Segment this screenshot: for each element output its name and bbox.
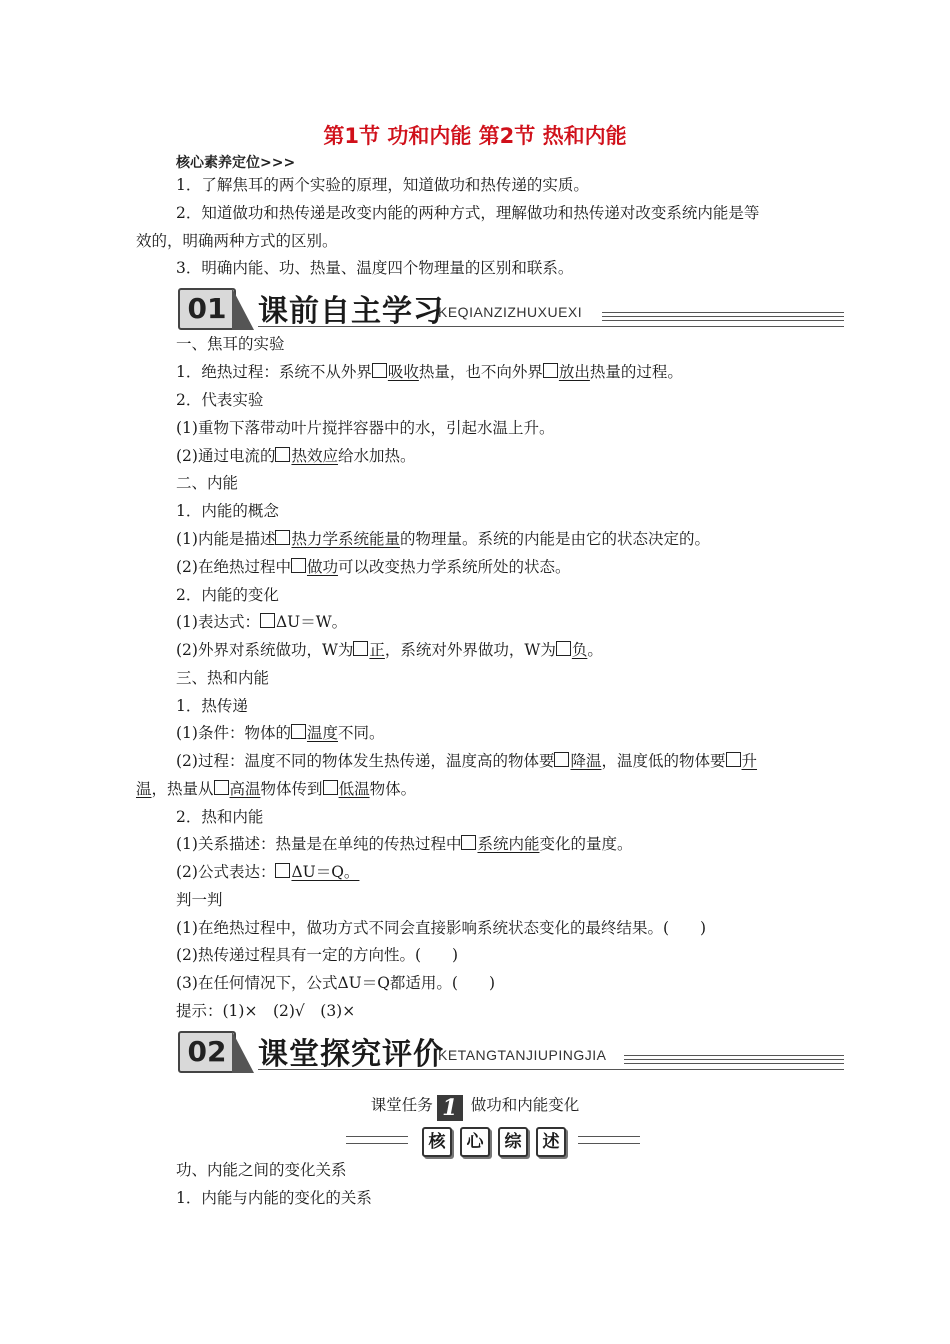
text-line: (2)过程：温度不同的物体发生热传递，温度高的物体要 降温，温度低的物体要 升 bbox=[176, 752, 758, 770]
review-char: 核 bbox=[422, 1127, 452, 1157]
section-banner-02 bbox=[176, 1029, 844, 1075]
review-header bbox=[346, 1127, 642, 1155]
section-title: 课堂探究评价 bbox=[258, 1037, 444, 1072]
text-line: 2．内能的变化 bbox=[176, 586, 279, 604]
banner-rule bbox=[624, 1063, 844, 1064]
formula-heat: ΔU＝Q。 bbox=[291, 863, 360, 881]
text-line: (2)公式表达： ΔU＝Q。 bbox=[176, 863, 360, 881]
banner-rule bbox=[602, 316, 844, 317]
judge-item-1: (1)在绝热过程中，做功方式不同会直接影响系统状态变化的最终结果。( ) bbox=[176, 919, 707, 937]
text-line: (1)内能是描述 热力学系统能量的物理量。系统的内能是由它的状态决定的。 bbox=[176, 530, 710, 548]
judge-item-2: (2)热传递过程具有一定的方向性。( ) bbox=[176, 946, 459, 964]
core-literacy-tag: 核心素养定位>>> bbox=[176, 155, 296, 171]
banner-rule bbox=[624, 1055, 844, 1056]
text-line: 1．内能与内能的变化的关系 bbox=[176, 1189, 372, 1207]
banner-rule bbox=[258, 326, 844, 327]
banner-rule bbox=[624, 1059, 844, 1060]
text-line: (2)在绝热过程中 做功可以改变热力学系统所处的状态。 bbox=[176, 558, 571, 576]
text-line: (1)关系描述：热量是在单纯的传热过程中 系统内能变化的量度。 bbox=[176, 835, 633, 853]
section-pinyin: KEQIANZIZHUXUEXI bbox=[438, 304, 583, 320]
heading-internal-energy: 二、内能 bbox=[176, 474, 239, 492]
heading-judge: 判一判 bbox=[176, 891, 223, 909]
section-number: 01 bbox=[178, 288, 236, 330]
judge-hint: 提示：(1)× (2)√ (3)× bbox=[176, 1002, 356, 1020]
review-char: 综 bbox=[498, 1127, 528, 1157]
banner-rule bbox=[258, 1069, 844, 1070]
page-title: 第1节 功和内能 第2节 热和内能 bbox=[323, 124, 627, 148]
text-line: 1．绝热过程：系统不从外界 吸收热量，也不向外界 放出热量的过程。 bbox=[176, 363, 683, 381]
text-line: 2．热和内能 bbox=[176, 808, 264, 826]
banner-slant-decoration bbox=[232, 1031, 254, 1073]
text-line: 2．代表实验 bbox=[176, 391, 264, 409]
review-char: 述 bbox=[536, 1127, 566, 1157]
text-line: (2)外界对系统做功，W为 正，系统对外界做功，W为 负。 bbox=[176, 641, 603, 659]
objective-2: 2．知道做功和热传递是改变内能的两种方式，理解做功和热传递对改变系统内能是等 bbox=[176, 204, 760, 222]
heading-joule-experiment: 一、焦耳的实验 bbox=[176, 335, 285, 353]
section-number: 02 bbox=[178, 1031, 236, 1073]
review-char: 心 bbox=[460, 1127, 490, 1157]
objective-1: 1．了解焦耳的两个实验的原理，知道做功和热传递的实质。 bbox=[176, 176, 589, 194]
text-line: 功、内能之间的变化关系 bbox=[176, 1161, 347, 1179]
review-dash-left bbox=[346, 1136, 408, 1144]
review-dash-right bbox=[578, 1136, 640, 1144]
heading-heat-energy: 三、热和内能 bbox=[176, 669, 270, 687]
objective-2-cont: 效的，明确两种方式的区别。 bbox=[136, 232, 338, 250]
banner-rule bbox=[602, 312, 844, 313]
banner-slant-decoration bbox=[232, 288, 254, 330]
section-banner-01 bbox=[176, 286, 844, 332]
text-line: (1)条件：物体的 温度不同。 bbox=[176, 724, 385, 742]
judge-item-3: (3)在任何情况下，公式ΔU＝Q都适用。( ) bbox=[176, 974, 496, 992]
class-task-heading: 课堂任务 1 做功和内能变化 bbox=[370, 1095, 580, 1121]
text-line: (2)通过电流的 热效应给水加热。 bbox=[176, 447, 416, 465]
banner-rule bbox=[602, 320, 844, 321]
formula-work: ΔU＝W。 bbox=[275, 613, 348, 631]
objective-3: 3．明确内能、功、热量、温度四个物理量的区别和联系。 bbox=[176, 259, 574, 277]
text-line: (1)重物下落带动叶片搅拌容器中的水，引起水温上升。 bbox=[176, 419, 555, 437]
text-line: 1．热传递 bbox=[176, 697, 248, 715]
text-line: (1)表达式： ΔU＝W。 bbox=[176, 613, 348, 631]
task-number-badge: 1 bbox=[437, 1095, 463, 1121]
section-pinyin: KETANGTANJIUPINGJIA bbox=[438, 1047, 607, 1063]
text-line: 1．内能的概念 bbox=[176, 502, 279, 520]
text-line: 温，热量从 高温物体传到 低温物体。 bbox=[136, 780, 417, 798]
section-title: 课前自主学习 bbox=[258, 294, 444, 329]
